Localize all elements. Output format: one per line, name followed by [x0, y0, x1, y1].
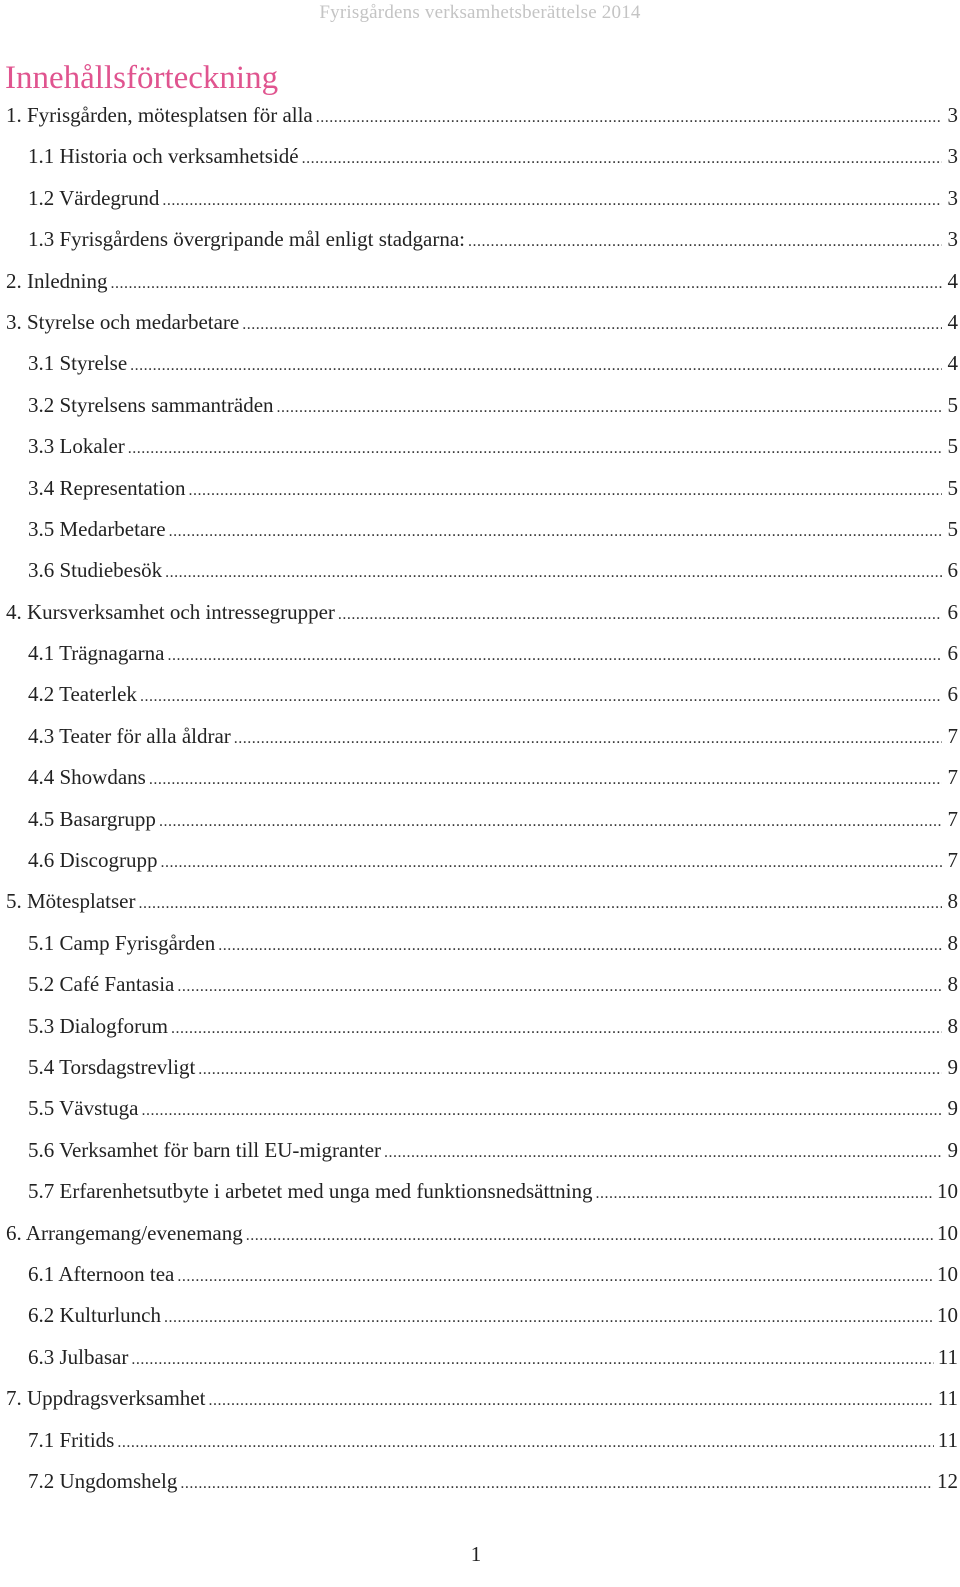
table-of-contents — [0, 95, 958, 1502]
toc-entry[interactable] — [0, 1337, 958, 1378]
toc-entry-label: 4. Kursverksamhet och intressegrupper — [6, 599, 335, 624]
toc-entry[interactable] — [0, 923, 958, 964]
toc-entry[interactable] — [0, 1130, 958, 1171]
toc-entry[interactable] — [0, 840, 958, 881]
toc-entry-label: 5.4 Torsdagstrevligt — [28, 1054, 196, 1079]
toc-entry-label: 5.7 Erfarenhetsutbyte i arbetet med unga med funktionsnedsättning — [28, 1179, 593, 1204]
toc-entry-label: 5.1 Camp Fyrisgården — [28, 930, 216, 955]
toc-dot-leader — [128, 428, 942, 469]
toc-entry-label: 3.2 Styrelsens sammanträden — [28, 392, 274, 417]
toc-dot-leader — [596, 1173, 933, 1214]
toc-dot-leader — [171, 1008, 942, 1049]
toc-dot-leader — [140, 676, 942, 717]
toc-entry[interactable] — [0, 592, 958, 633]
toc-entry-label: 7.1 Fritids — [28, 1427, 115, 1452]
toc-entry-page: 7 — [947, 723, 958, 748]
toc-entry[interactable] — [0, 1213, 958, 1254]
toc-dot-leader — [468, 221, 942, 262]
toc-dot-leader — [117, 1422, 933, 1463]
toc-entry-label: 5.6 Verksamhet för barn till EU-migranter — [28, 1137, 382, 1162]
toc-entry-page: 5 — [947, 475, 958, 500]
toc-entry[interactable] — [0, 219, 958, 260]
toc-entry[interactable] — [0, 426, 958, 467]
toc-dot-leader — [338, 594, 942, 635]
toc-dot-leader — [165, 552, 942, 593]
toc-dot-leader — [130, 345, 942, 386]
toc-entry-page: 8 — [947, 930, 958, 955]
toc-dot-leader — [234, 718, 942, 759]
toc-dot-leader — [131, 1339, 933, 1380]
toc-dot-leader — [138, 883, 942, 924]
toc-entry-label: 3.4 Representation — [28, 475, 186, 500]
toc-dot-leader — [198, 1049, 942, 1090]
toc-entry[interactable] — [0, 1420, 958, 1461]
toc-dot-leader — [169, 511, 942, 552]
toc-entry-label: 7.2 Ungdomshelg — [28, 1468, 178, 1493]
toc-entry[interactable] — [0, 799, 958, 840]
toc-entry[interactable] — [0, 385, 958, 426]
toc-entry[interactable] — [0, 95, 958, 136]
toc-entry-page: 5 — [947, 392, 958, 417]
toc-entry-label: 6.2 Kulturlunch — [28, 1303, 161, 1328]
toc-entry[interactable] — [0, 1047, 958, 1088]
toc-entry-label: 4.1 Trägnagarna — [28, 641, 165, 666]
toc-dot-leader — [246, 1215, 933, 1256]
page-number: 1 — [470, 1542, 482, 1566]
toc-dot-leader — [167, 635, 942, 676]
toc-entry-page: 7 — [947, 848, 958, 873]
toc-dot-leader — [208, 1380, 933, 1421]
toc-entry[interactable] — [0, 509, 958, 550]
toc-entry-label: 1.2 Värdegrund — [28, 185, 160, 210]
toc-entry-label: 4.6 Discogrupp — [28, 848, 158, 873]
toc-entry[interactable] — [0, 468, 958, 509]
toc-dot-leader — [180, 1463, 933, 1504]
toc-entry[interactable] — [0, 302, 958, 343]
toc-entry-page: 7 — [947, 806, 958, 831]
toc-entry-label: 2. Inledning — [6, 268, 108, 293]
toc-entry-label: 5.2 Café Fantasia — [28, 972, 175, 997]
toc-entry-label: 3.3 Lokaler — [28, 434, 125, 459]
toc-entry-page: 9 — [947, 1054, 958, 1079]
toc-entry-label: 6.1 Afternoon tea — [28, 1261, 175, 1286]
toc-entry[interactable] — [0, 1006, 958, 1047]
toc-entry[interactable] — [0, 550, 958, 591]
toc-entry-label: 1.1 Historia och verksamhetsidé — [28, 144, 299, 169]
toc-dot-leader — [302, 138, 942, 179]
toc-dot-leader — [177, 966, 942, 1007]
toc-dot-leader — [277, 387, 942, 428]
toc-dot-leader — [141, 1090, 942, 1131]
toc-entry-label: 3.1 Styrelse — [28, 351, 128, 376]
toc-entry[interactable] — [0, 1295, 958, 1336]
toc-entry-label: 3.5 Medarbetare — [28, 516, 166, 541]
toc-entry-page: 7 — [947, 765, 958, 790]
toc-entry-page: 8 — [947, 1013, 958, 1038]
toc-entry-page: 3 — [947, 144, 958, 169]
toc-entry-label: 5. Mötesplatser — [6, 889, 136, 914]
toc-entry-page: 4 — [947, 268, 958, 293]
toc-dot-leader — [384, 1132, 942, 1173]
toc-entry-page: 3 — [947, 103, 958, 127]
toc-entry[interactable] — [0, 964, 958, 1005]
toc-entry[interactable] — [0, 1088, 958, 1129]
toc-entry[interactable] — [0, 1254, 958, 1295]
toc-entry[interactable] — [0, 757, 958, 798]
toc-entry-label: 1. Fyrisgården, mötesplatsen för alla — [6, 103, 313, 127]
toc-entry[interactable] — [0, 343, 958, 384]
toc-entry-label: 4.5 Basargrupp — [28, 806, 156, 831]
toc-dot-leader — [149, 759, 942, 800]
toc-entry-label: 4.4 Showdans — [28, 765, 146, 790]
toc-dot-leader — [316, 97, 942, 138]
toc-entry-page: 5 — [947, 516, 958, 541]
toc-entry-page: 6 — [947, 599, 958, 624]
toc-entry-page: 11 — [937, 1344, 958, 1369]
toc-entry-page: 9 — [947, 1096, 958, 1121]
toc-entry-page: 11 — [937, 1386, 958, 1411]
toc-entry-label: 1.3 Fyrisgårdens övergripande mål enligt stadgarna: — [28, 227, 466, 252]
toc-dot-leader — [162, 180, 942, 221]
toc-entry[interactable] — [0, 716, 958, 757]
toc-entry[interactable] — [0, 136, 958, 177]
toc-entry[interactable] — [0, 1461, 958, 1502]
toc-entry-page: 6 — [947, 682, 958, 707]
toc-dot-leader — [242, 304, 942, 345]
toc-entry-page: 6 — [947, 641, 958, 666]
toc-entry[interactable] — [0, 674, 958, 715]
toc-entry[interactable] — [0, 633, 958, 674]
toc-entry-label: 4.2 Teaterlek — [28, 682, 137, 707]
toc-entry-label: 5.3 Dialogforum — [28, 1013, 168, 1038]
toc-entry-label: 3.6 Studiebesök — [28, 558, 163, 583]
toc-entry-page: 11 — [937, 1427, 958, 1452]
toc-dot-leader — [188, 470, 942, 511]
toc-entry-label: 6.3 Julbasar — [28, 1344, 129, 1369]
toc-entry[interactable] — [0, 1378, 958, 1419]
toc-entry-page: 4 — [947, 351, 958, 376]
toc-entry-page: 10 — [937, 1179, 958, 1204]
toc-entry-page: 6 — [947, 558, 958, 583]
toc-entry[interactable] — [0, 1171, 958, 1212]
toc-entry[interactable] — [0, 178, 958, 219]
toc-entry-page: 3 — [947, 227, 958, 252]
toc-entry-label: 3. Styrelse och medarbetare — [6, 309, 240, 334]
running-header: Fyrisgårdens verksamhetsberättelse 2014 — [319, 2, 641, 23]
toc-dot-leader — [164, 1297, 933, 1338]
toc-entry[interactable] — [0, 261, 958, 302]
toc-entry-page: 12 — [937, 1468, 958, 1493]
toc-dot-leader — [177, 1256, 933, 1297]
toc-entry-page: 10 — [937, 1303, 958, 1328]
toc-entry-label: 6. Arrangemang/evenemang — [6, 1220, 243, 1245]
toc-entry-label: 5.5 Vävstuga — [28, 1096, 139, 1121]
toc-entry-label: 7. Uppdragsverksamhet — [6, 1386, 206, 1411]
toc-entry-page: 5 — [947, 434, 958, 459]
toc-title: Innehållsförteckning — [5, 60, 279, 96]
toc-entry-page: 8 — [947, 889, 958, 914]
toc-dot-leader — [110, 263, 942, 304]
toc-entry-page: 10 — [937, 1261, 958, 1286]
toc-entry[interactable] — [0, 881, 958, 922]
toc-entry-page: 9 — [947, 1137, 958, 1162]
toc-dot-leader — [161, 842, 943, 883]
toc-entry-page: 10 — [937, 1220, 958, 1245]
toc-entry-label: 4.3 Teater för alla åldrar — [28, 723, 231, 748]
toc-entry-page: 4 — [947, 309, 958, 334]
toc-dot-leader — [218, 925, 942, 966]
toc-entry-page: 3 — [947, 185, 958, 210]
toc-entry-page: 8 — [947, 972, 958, 997]
toc-dot-leader — [159, 801, 942, 842]
